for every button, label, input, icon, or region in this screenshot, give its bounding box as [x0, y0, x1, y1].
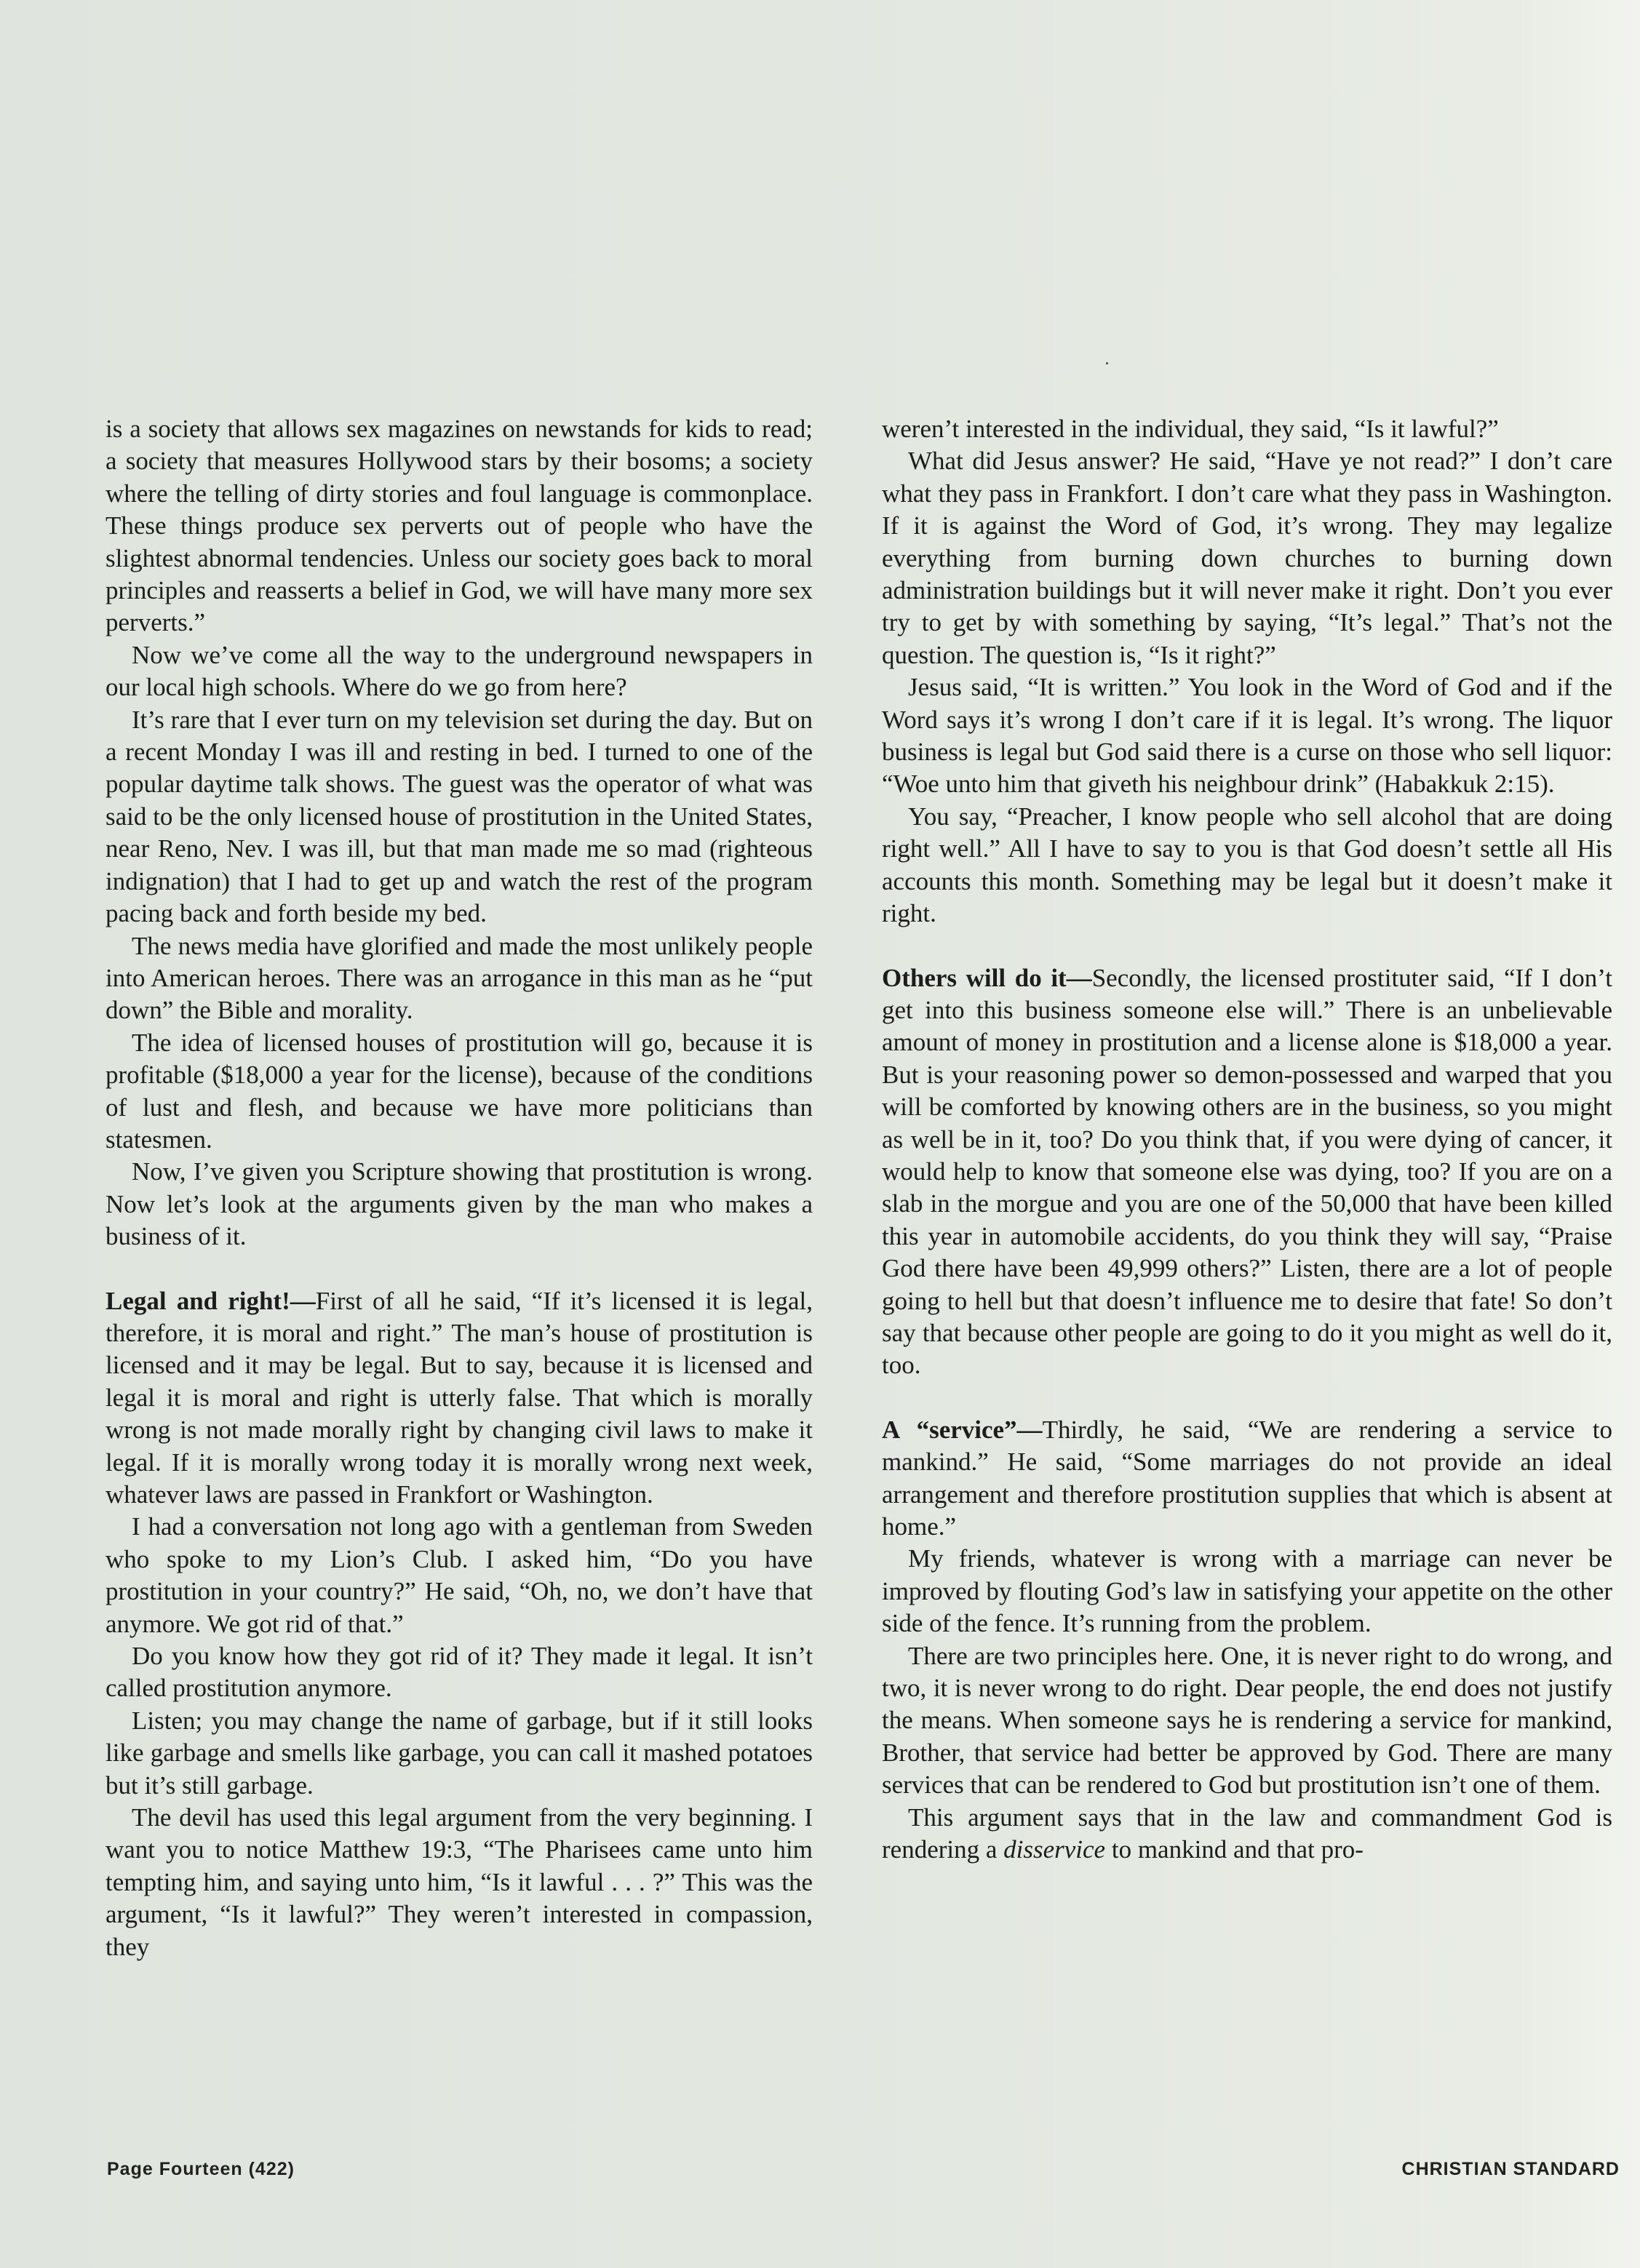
emphasis-text: disservice: [1003, 1835, 1106, 1864]
paragraph: There are two principles here. One, it is never right to do wrong, and two, it is never wrong to do right. Dear people, the end does not justify the means. When someone says he is rendering a service for mankind, Brother, that service had better be approved by God. There are many services that can be rendered to God but prostitution isn’t one of them.: [882, 1641, 1612, 1800]
paragraph: My friends, whatever is wrong with a marriage can never be improved by flouting God’s law in satisfying your appetite on the other side of the fence. It’s running from the problem.: [882, 1544, 1612, 1638]
paragraph: Do you know how they got rid of it? They made it legal. It isn’t called prostitution anymore.: [106, 1642, 813, 1703]
paragraph-text: This argument says that in the law and commandment God is rendering a: [882, 1802, 1612, 1864]
left-column: [106, 413, 813, 1963]
section-paragraph: [106, 1285, 813, 1512]
paragraph: Now, I’ve given you Scripture showing that prostitution is wrong. Now let’s look at the arguments given by the man who makes a business of it.: [106, 1157, 813, 1251]
paragraph-text: Thirdly, he said, “We are rendering a service to mankind.” He said, “Some marriages do not provide an ideal arrangement and therefore prostitution supplies that which is absent at home.”: [882, 1415, 1612, 1541]
magazine-title: CHRISTIAN STANDARD: [1401, 2159, 1620, 2179]
section-heading-service: A “service”—: [882, 1415, 1043, 1444]
paragraph: Jesus said, “It is written.” You look in the Word of God and if the Word says it’s wrong I don’t care if it is legal. It’s wrong. The liquor business is legal but God said there is a curse on those who sell liquor: “Woe unto him that giveth his neighbour drink” (Habakkuk 2:15).: [882, 673, 1612, 799]
right-column: [882, 413, 1612, 1866]
paragraph: The devil has used this legal argument from the very beginning. I want you to notice Matthew 19:3, “The Pharisees came unto him tempting him, and saying unto him, “Is it lawful . . . ?” This was the argument, “Is it lawful?” They weren’t interested in compassion, they: [106, 1803, 813, 1961]
paragraph: You say, “Preacher, I know people who sell alcohol that are doing right well.” All I have to say to you is that God doesn’t settle all His accounts this month. Something may be legal but it doesn’t make it right.: [882, 802, 1612, 928]
paragraph: It’s rare that I ever turn on my television set during the day. But on a recent Monday I was ill and resting in bed. I turned to one of the popular daytime talk shows. The guest was the operator of what was said to be the only licensed house of prostitution in the United States, near Reno, Nev. I was ill, but that man made me so mad (righteous indignation) that I had to get up and watch the rest of the program pacing back and forth beside my bed.: [106, 705, 813, 928]
paragraph: What did Jesus answer? He said, “Have ye not read?” I don’t care what they pass in Frankfort. I don’t care what they pass in Washington. If it is against the Word of God, it’s wrong. They may legalize everything from burning down churches to burning down administration buildings but it will never make it right. Don’t you ever try to get by with something by saying, “It’s legal.” That’s not the question. The question is, “Is it right?”: [882, 447, 1612, 669]
paragraph: I had a conversation not long ago with a gentleman from Sweden who spoke to my Lion’s Club. I asked him, “Do you have prostitution in your country?” He said, “Oh, no, we don’t have that anymore. We got rid of that.”: [106, 1512, 813, 1638]
paragraph: Now we’ve come all the way to the underground newspapers in our local high schools. Where do we go from here?: [106, 640, 813, 702]
paragraph: Listen; you may change the name of garbage, but if it still looks like garbage and smells like garbage, you can call it mashed potatoes but it’s still garbage.: [106, 1706, 813, 1800]
paragraph: weren’t interested in the individual, they said, “Is it lawful?”: [882, 415, 1499, 443]
paragraph-text: to mankind and that pro-: [1105, 1835, 1364, 1864]
print-speck: [1106, 362, 1108, 364]
page-number: Page Fourteen (422): [107, 2159, 295, 2179]
section-heading-legal: Legal and right!—: [106, 1286, 316, 1315]
paragraph: The idea of licensed houses of prostitution will go, because it is profitable ($18,000 a year for the license), because of the conditions of lust and flesh, and because we have more politicians than statesmen.: [106, 1028, 813, 1154]
section-paragraph: [882, 962, 1612, 1382]
paragraph-text: First of all he said, “If it’s licensed it is legal, therefore, it is moral and right.” The man’s house of prostitution is licensed and it may be legal. But to say, because it is licensed and legal it is moral and right is utterly false. That which is morally wrong is not made morally right by changing civil laws to make it legal. If it is morally wrong today it is morally wrong next week, whatever laws are passed in Frankfort or Washington.: [106, 1286, 813, 1509]
paragraph-text: Secondly, the licensed prostituter said, “If I don’t get into this business someone else will.” There is an unbelievable amount of money in prostitution and a license alone is $18,000 a year. But is your reasoning power so demon-possessed and warped that you will be comforted by knowing others are in the business, so you might as well be in it, too? Do you think that, if you were dying of cancer, it would help to know that someone else was dying, too? If you are on a slab in the morgue and you are one of the 50,000 that have been killed this year in automobile accidents, do you think they will say, “Praise God there have been 49,999 others?” Listen, there are a lot of people going to hell but that doesn’t influence me to desire that fate! So don’t say that because other people are going to do it you might as well do it, too.: [882, 963, 1612, 1380]
paragraph: The news media have glorified and made the most unlikely people into American heroes. There was an arrogance in this man as he “put down” the Bible and morality.: [106, 931, 813, 1025]
section-heading-others: Others will do it—: [882, 963, 1092, 992]
paragraph: is a society that allows sex magazines on newstands for kids to read; a society that measures Hollywood stars by their bosoms; a society where the telling of dirty stories and foul language is commonplace. These things produce sex perverts out of people who have the slightest abnormal tendencies. Unless our society goes back to moral principles and reasserts a belief in God, we will have many more sex perverts.”: [106, 415, 813, 637]
paragraph: [882, 1802, 1612, 1866]
section-paragraph: [882, 1414, 1612, 1544]
